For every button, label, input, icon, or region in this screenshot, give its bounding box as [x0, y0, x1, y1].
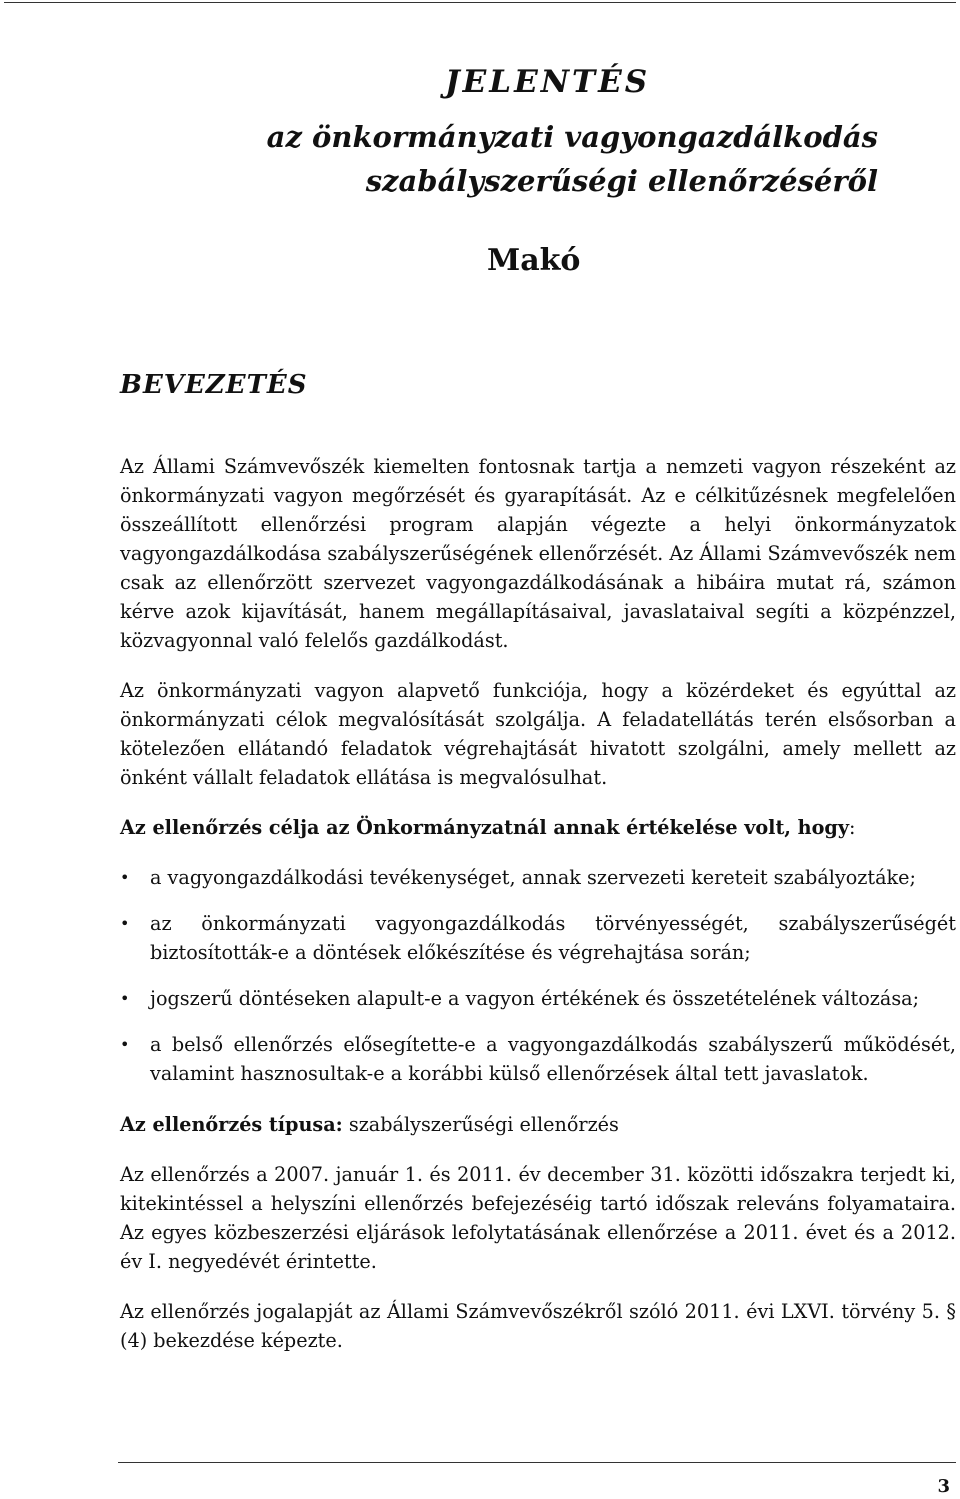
footer-rule [118, 1462, 956, 1463]
list-item [120, 984, 956, 1013]
page-number: 3 [937, 1476, 950, 1497]
goal-text: az önkormányzati vagyongazdálkodás törvényességét, szabályszerűségét biztosították-e a döntések előkészítése és végrehajtása során; [150, 912, 956, 964]
audit-type-value: szabályszerűségi ellenőrzés [342, 1113, 619, 1136]
goals-list [120, 863, 956, 1088]
top-rule [4, 2, 956, 3]
goal-text: a vagyongazdálkodási tevékenységet, annak szervezeti kereteit szabályoztáke; [150, 866, 916, 889]
section-heading-introduction: BEVEZETÉS [120, 370, 308, 400]
bullet-icon: • [120, 1035, 130, 1054]
main-content [120, 452, 956, 1376]
paragraph-function: Az önkormányzati vagyon alapvető funkciója, hogy a közérdeket és egyúttal az önkormányzati célok megvalósítását szolgálja. A feladatellátás terén elsősorban a kötelezően ellátandó feladatok végrehajtását hivatott szolgálni, amely mellett az önként vállalt feladatok ellátása is megvalósulhat. [120, 679, 956, 789]
report-subtitle-line-2: szabályszerűségi ellenőrzéséről [365, 164, 878, 198]
bullet-icon: • [120, 914, 130, 933]
list-item [120, 909, 956, 967]
report-subtitle-line-1: az önkormányzati vagyongazdálkodás [266, 120, 878, 154]
list-item [120, 863, 956, 892]
list-item [120, 1030, 956, 1088]
paragraph-audit-type [120, 1110, 956, 1139]
paragraph-intro: Az Állami Számvevőszék kiemelten fontosnak tartja a nemzeti vagyon részeként az önkormányzati vagyon megőrzését és gyarapítását. Az e célkitűzésnek megfelelően összeállított ellenőrzési program alapján végezte a helyi önkormányzatok vagyongazdálkodása szabályszerűségének ellenőrzését. Az Állami Számvevőszék nem csak az ellenőrzött szervezet vagyongazdálkodásának a hibáira mutat rá, számon kérve azok kijavítását, hanem megállapításaival, javaslataival segíti a közpénzzel, közvagyonnal való felelős gazdálkodást. [120, 455, 956, 652]
report-title: JELENTÉS [445, 64, 651, 100]
bullet-icon: • [120, 868, 130, 887]
goal-text: jogszerű döntéseken alapult-e a vagyon értékének és összetételének változása; [150, 987, 920, 1010]
audit-type-label: Az ellenőrzés típusa: [120, 1113, 343, 1136]
bullet-icon: • [120, 989, 130, 1008]
paragraph-legal-basis: Az ellenőrzés jogalapját az Állami Számvevőszékről szóló 2011. évi LXVI. törvény 5. § (4) bekezdése képezte. [120, 1300, 956, 1352]
goal-lead-colon: : [848, 816, 856, 839]
city-name: Makó [487, 243, 581, 278]
paragraph-audit-period: Az ellenőrzés a 2007. január 1. és 2011. év december 31. közötti időszakra terjedt ki, kitekintéssel a helyszíni ellenőrzés befejezéséig tartó időszak releváns folyamataira. Az egyes közbeszerzési eljárások lefolytatásának ellenőrzése a 2011. évet és a 2012. év I. negyedévét érintette. [120, 1163, 956, 1273]
goal-lead-text: Az ellenőrzés célja az Önkormányzatnál annak értékelése volt, hogy [120, 816, 849, 839]
goal-text: a belső ellenőrzés elősegítette-e a vagyongazdálkodás szabályszerű működését, valamint hasznosultak-e a korábbi külső ellenőrzések által tett javaslatok. [150, 1033, 956, 1085]
paragraph-goal-lead [120, 813, 956, 842]
